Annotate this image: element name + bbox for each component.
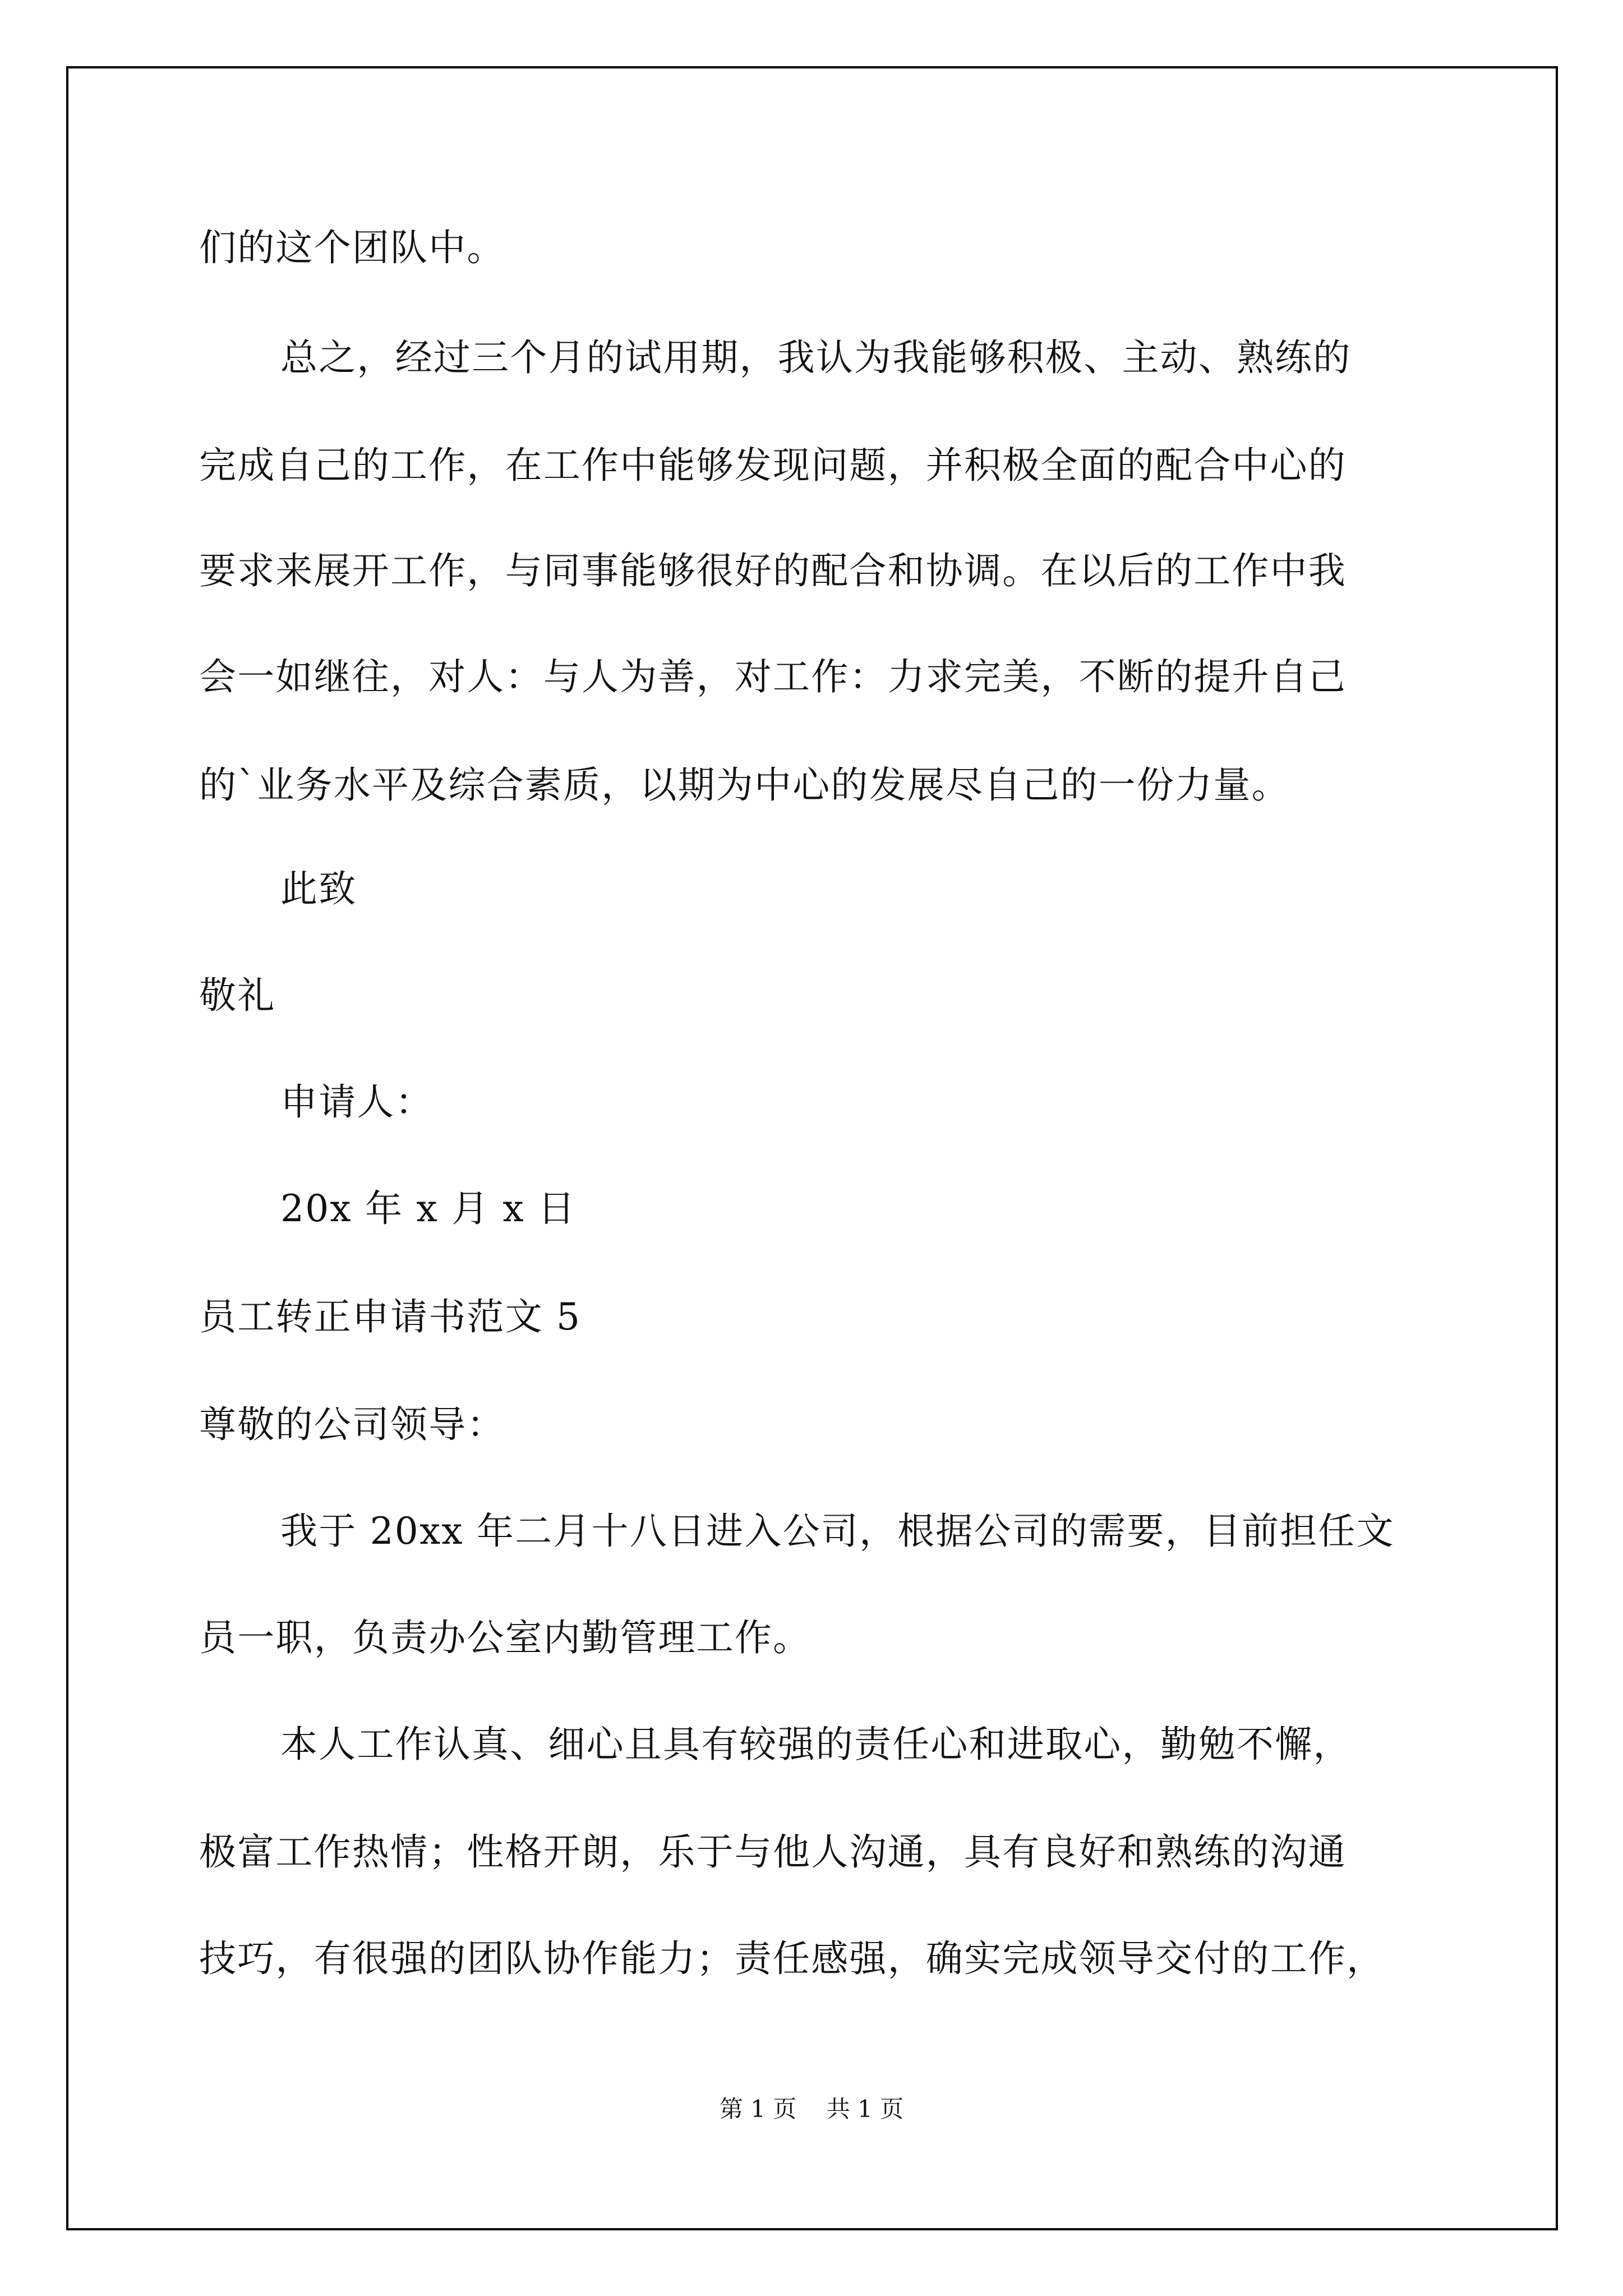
text-line: 本人工作认真、细心且具有较强的责任心和进取心，勤勉不懈， — [280, 1723, 1352, 1766]
text-line: 总之，经过三个月的试用期，我认为我能够积极、主动、熟练的 — [280, 336, 1352, 379]
text-line: 会一如继往，对人：与人为善，对工作：力求完美，不断的提升自己 — [199, 655, 1347, 698]
section-title: 员工转正申请书范文 5 — [199, 1295, 582, 1338]
text-line: 的`业务水平及综合素质，以期为中心的发展尽自己的一份力量。 — [199, 763, 1290, 807]
text-line: 员一职，负责办公室内勤管理工作。 — [199, 1616, 811, 1659]
page-total: 共 1 页 — [826, 2095, 904, 2123]
page-number: 第 1 页 — [719, 2095, 797, 2123]
greeting: 尊敬的公司领导： — [199, 1403, 505, 1446]
page-footer — [0, 2095, 1623, 2123]
closing-salutation: 此致 — [280, 867, 357, 910]
page-border — [66, 66, 1558, 2230]
signature-date: 20x 年 x 月 x 日 — [280, 1187, 577, 1230]
text-line: 我于 20xx 年二月十八日进入公司，根据公司的需要，目前担任文 — [280, 1510, 1395, 1553]
text-line: 要求来展开工作，与同事能够很好的配合和协调。在以后的工作中我 — [199, 549, 1347, 592]
text-line: 完成自己的工作，在工作中能够发现问题，并积极全面的配合中心的 — [199, 444, 1347, 487]
text-line: 技巧，有很强的团队协作能力；责任感强，确实完成领导交付的工作， — [199, 1937, 1385, 1980]
text-line: 们的这个团队中。 — [199, 226, 505, 269]
signature-applicant: 申请人： — [280, 1080, 434, 1124]
closing-regards: 敬礼 — [199, 974, 276, 1017]
text-line: 极富工作热情；性格开朗，乐于与他人沟通，具有良好和熟练的沟通 — [199, 1830, 1347, 1874]
